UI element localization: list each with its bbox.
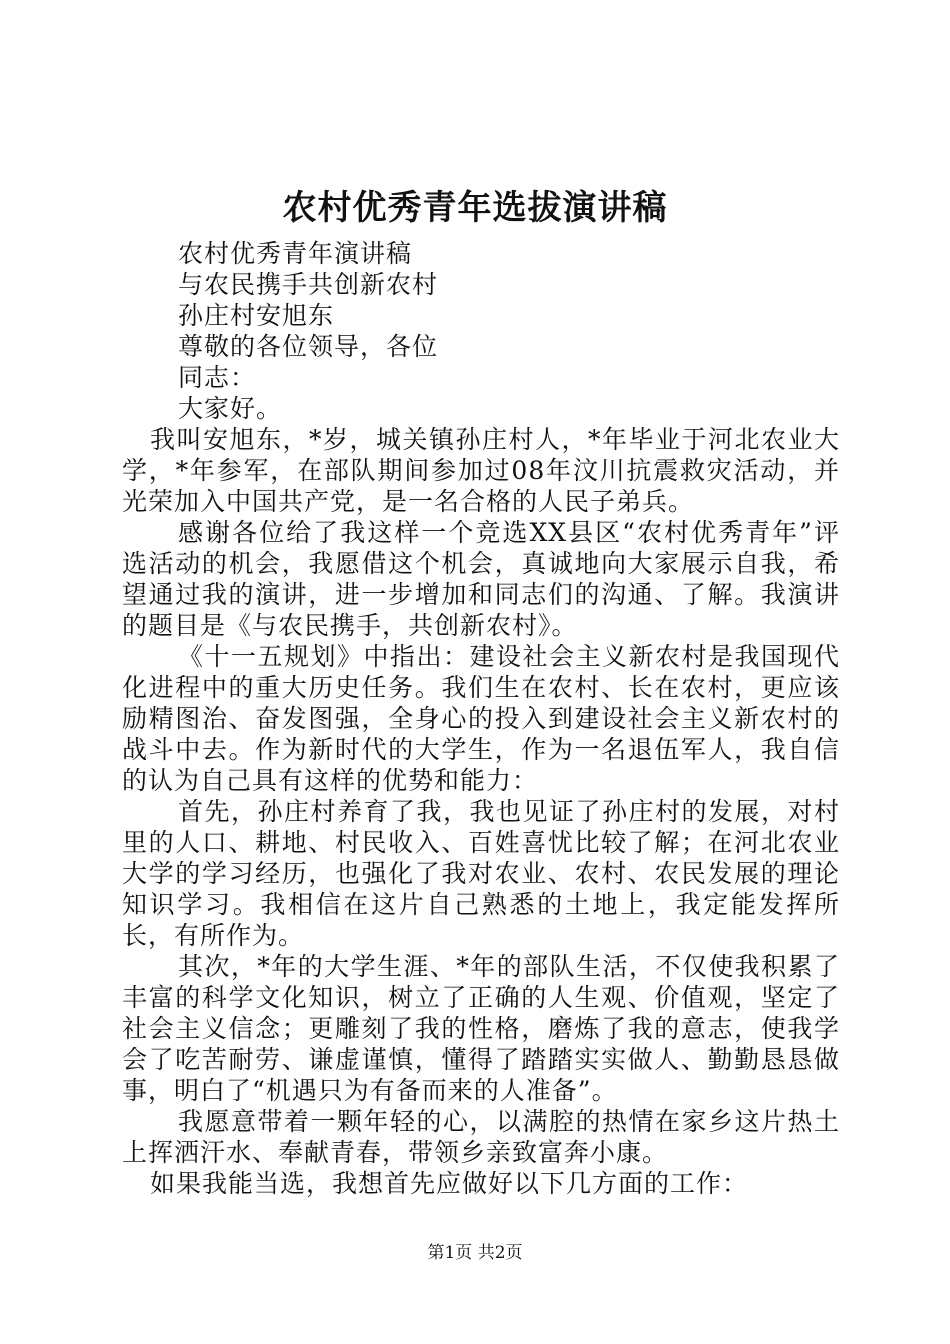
body-paragraph: 《十一五规划》中指出：建设社会主义新农村是我国现代化进程中的重大历史任务。我们生在农村、长在农村，更应该励精图治、奋发图强，全身心的投入到建设社会主义新农村的战斗中去。作为新时代的大学生，作为一名退伍军人，我自信的认为自己具有这样的优势和能力： [122,642,840,795]
header-line: 与农民携手共创新农村 [178,270,439,299]
document-body [122,238,840,1199]
body-paragraph: 我叫安旭东，*岁，城关镇孙庄村人，*年毕业于河北农业大学，*年参军，在部队期间参加过08年汶川抗震救灾活动，并光荣加入中国共产党，是一名合格的人民子弟兵。 [122,425,840,516]
header-line: 尊敬的各位领导，各位 [178,332,439,361]
body-paragraph: 感谢各位给了我这样一个竞选XX县区“农村优秀青年”评选活动的机会，我愿借这个机会，真诚地向大家展示自我，希望通过我的演讲，进一步增加和同志们的沟通、了解。我演讲的题目是《与农民携手，共创新农村》。 [122,518,840,640]
header-line: 孙庄村安旭东 [178,301,335,330]
body-paragraph: 我愿意带着一颗年轻的心，以满腔的热情在家乡这片热土上挥洒汗水、奉献青春，带领乡亲致富奔小康。 [122,1107,840,1167]
header-line: 同志： [178,363,257,392]
body-paragraph: 其次，*年的大学生涯、*年的部队生活，不仅使我积累了丰富的科学文化知识，树立了正确的人生观、价值观，坚定了社会主义信念；更雕刻了我的性格，磨炼了我的意志，使我学会了吃苦耐劳、谦虚谨慎，懂得了踏踏实实做人、勤勤恳恳做事，明白了“机遇只为有备而来的人准备”。 [122,952,840,1105]
header-line: 农村优秀青年演讲稿 [178,239,413,268]
body-paragraph: 首先，孙庄村养育了我，我也见证了孙庄村的发展，对村里的人口、耕地、村民收入、百姓喜忧比较了解；在河北农业大学的学习经历，也强化了我对农业、农村、农民发展的理论知识学习。我相信在这片自己熟悉的土地上，我定能发挥所长，有所作为。 [122,797,840,950]
body-paragraph: 如果我能当选，我想首先应做好以下几方面的工作： [150,1169,749,1198]
document-title: 农村优秀青年选拔演讲稿 [282,188,668,228]
header-line: 大家好。 [178,394,283,423]
page-footer: 第1页 共2页 [427,1243,523,1263]
